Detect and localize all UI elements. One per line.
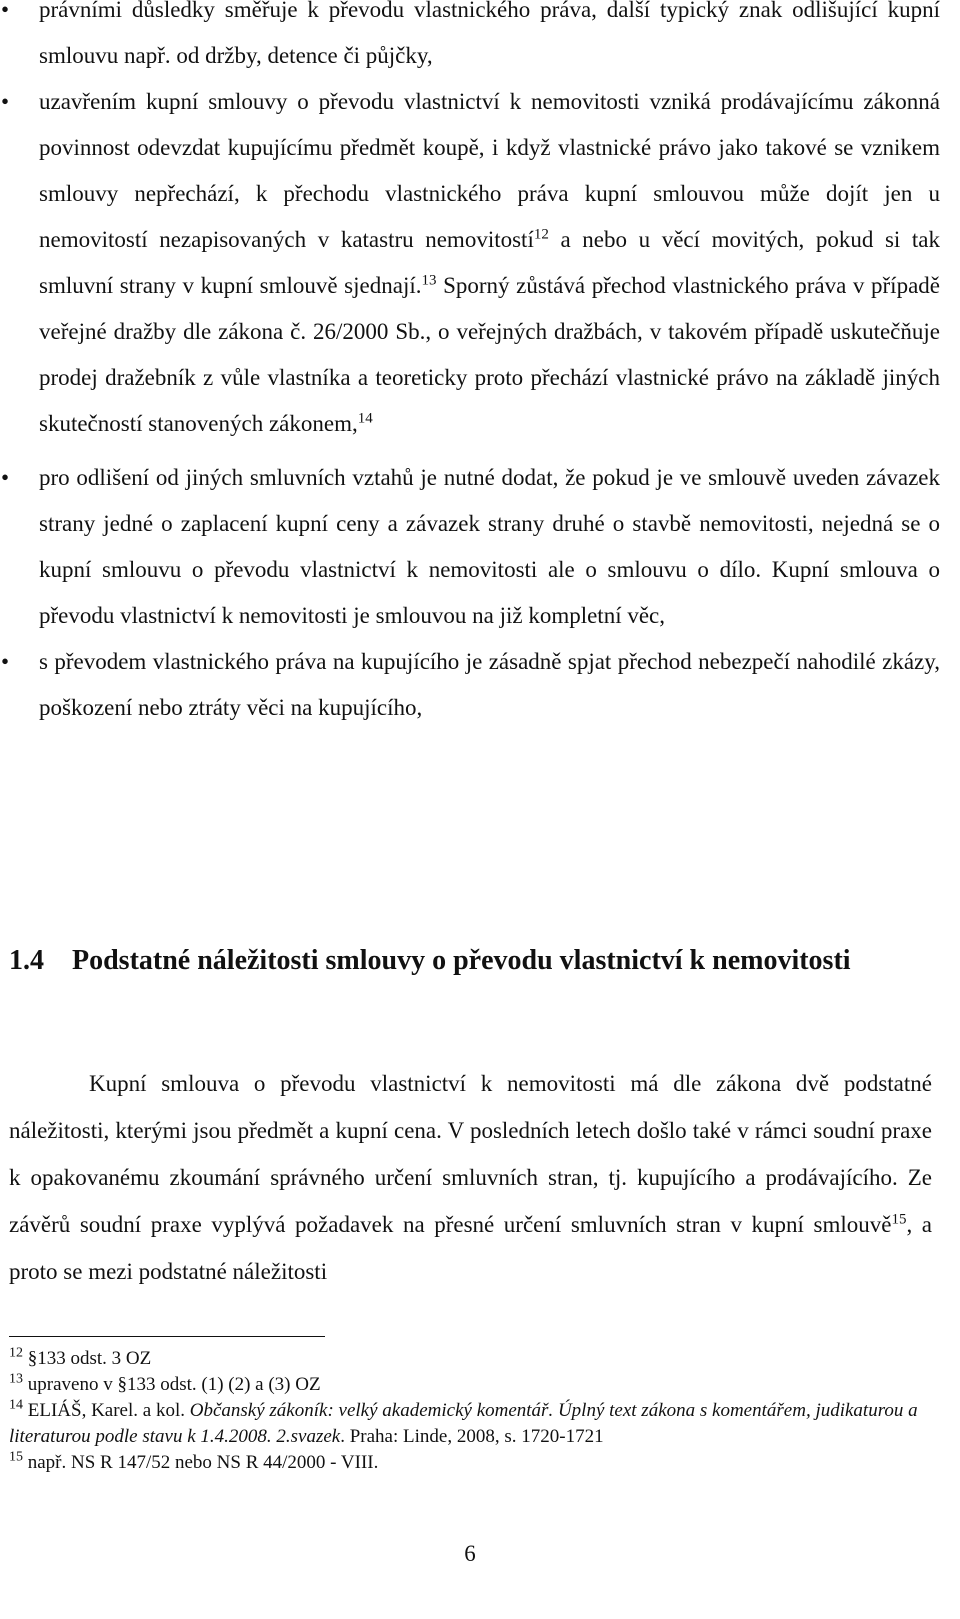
paragraph-text: , a proto se mezi podstatné náležitosti <box>9 1212 932 1284</box>
footnote-text: upraveno v §133 odst. (1) (2) a (3) OZ <box>23 1374 321 1395</box>
bullet-text: uzavřením kupní smlouvy o převodu vlastnictví k nemovitosti vzniká prodávajícímu zákonná povinnost odevzdat kupujícímu předmět koupě, i když vlastnické právo jako takové se vznikem smlouvy nepřechází, k přechodu vlastnického práva kupní smlouvou může dojít jen u nemovitostí nezapisovaných v katastru nemovitostí <box>39 89 940 252</box>
page-number: 6 <box>464 1541 476 1566</box>
footnote-ref: 15 <box>891 1211 907 1228</box>
footnote-text: §133 odst. 3 OZ <box>23 1348 152 1369</box>
footnote-ref: 12 <box>533 226 549 243</box>
bullet-text: a nebo u věcí movitých, pokud si tak smluvní strany v kupní smlouvě sjednají. <box>39 227 940 298</box>
footnote-text: ELIÁŠ, Karel. a kol. <box>23 1400 190 1421</box>
body-paragraph <box>9 1060 932 1295</box>
footnote <box>9 1450 932 1476</box>
bullet-icon: • <box>0 465 10 490</box>
footnote-text: . Praha: Linde, 2008, s. 1720-1721 <box>340 1426 604 1447</box>
section-number: 1.4 <box>9 945 44 976</box>
section-title: Podstatné náležitosti smlouvy o převodu vlastnictví k nemovitosti <box>72 945 851 976</box>
footnote <box>9 1346 932 1372</box>
footnote-ref: 13 <box>421 272 437 289</box>
footnote-divider <box>9 1336 325 1337</box>
bullet-text: pro odlišení od jiných smluvních vztahů je nutné dodat, že pokud je ve smlouvě uveden závazek strany jedné o zaplacení kupní ceny a závazek strany druhé o stavbě nemovitosti, nejedná se o kupní smlouvu o převodu vlastnictví k nemovitosti ale o smlouvu o dílo. Kupní smlouva o převodu vlastnictví k nemovitosti je smlouvou na již kompletní věc, <box>39 465 940 628</box>
footnote-title: Občanský zákoník: velký akademický komentář. Úplný text zákona s komentářem, judikaturou a literaturou podle stavu k 1.4.2008. 2.svazek <box>9 1400 918 1447</box>
bullet-item <box>0 639 940 731</box>
bullet-text: právními důsledky směřuje k převodu vlastnického práva, další typický znak odlišující kupní smlouvu např. od držby, detence či půjčky, <box>39 0 940 68</box>
bullet-item <box>0 0 940 79</box>
footnotes <box>9 1346 932 1476</box>
bullet-text: Sporný zůstává přechod vlastnického práva v případě veřejné dražby dle zákona č. 26/2000 Sb., o veřejných dražbách, v takovém případě uskutečňuje prodej dražebník z vůle vlastníka a teoreticky proto přechází vlastnické právo na základě jiných skutečností stanovených zákonem, <box>39 273 940 436</box>
footnote-text: např. NS R 147/52 nebo NS R 44/2000 - VIII. <box>23 1452 379 1473</box>
footnote-ref: 14 <box>357 410 373 427</box>
bullet-list <box>0 0 940 731</box>
bullet-item <box>0 455 940 639</box>
footnote-number: 12 <box>9 1345 23 1361</box>
paragraph-text: Kupní smlouva o převodu vlastnictví k nemovitosti má dle zákona dvě podstatné náležitosti, kterými jsou předmět a kupní cena. V posledních letech došlo také v rámci soudní praxe k opakovanému zkoumání správného určení smluvních stran, tj. kupujícího a prodávajícího. Ze závěrů soudní praxe vyplývá požadavek na přesné určení smluvních stran v kupní smlouvě <box>9 1071 932 1237</box>
footnote <box>9 1398 932 1450</box>
bullet-icon: • <box>0 649 10 674</box>
footnote-number: 15 <box>9 1449 23 1465</box>
bullet-icon: • <box>0 89 10 114</box>
footnote <box>9 1372 932 1398</box>
bullet-text: s převodem vlastnického práva na kupujícího je zásadně spjat přechod nebezpečí nahodilé zkázy, poškození nebo ztráty věci na kupujícího, <box>39 649 940 720</box>
footnote-number: 14 <box>9 1397 23 1413</box>
section-heading <box>9 934 932 987</box>
bullet-icon: • <box>0 0 10 22</box>
footnote-number: 13 <box>9 1371 23 1387</box>
bullet-item <box>0 79 940 447</box>
